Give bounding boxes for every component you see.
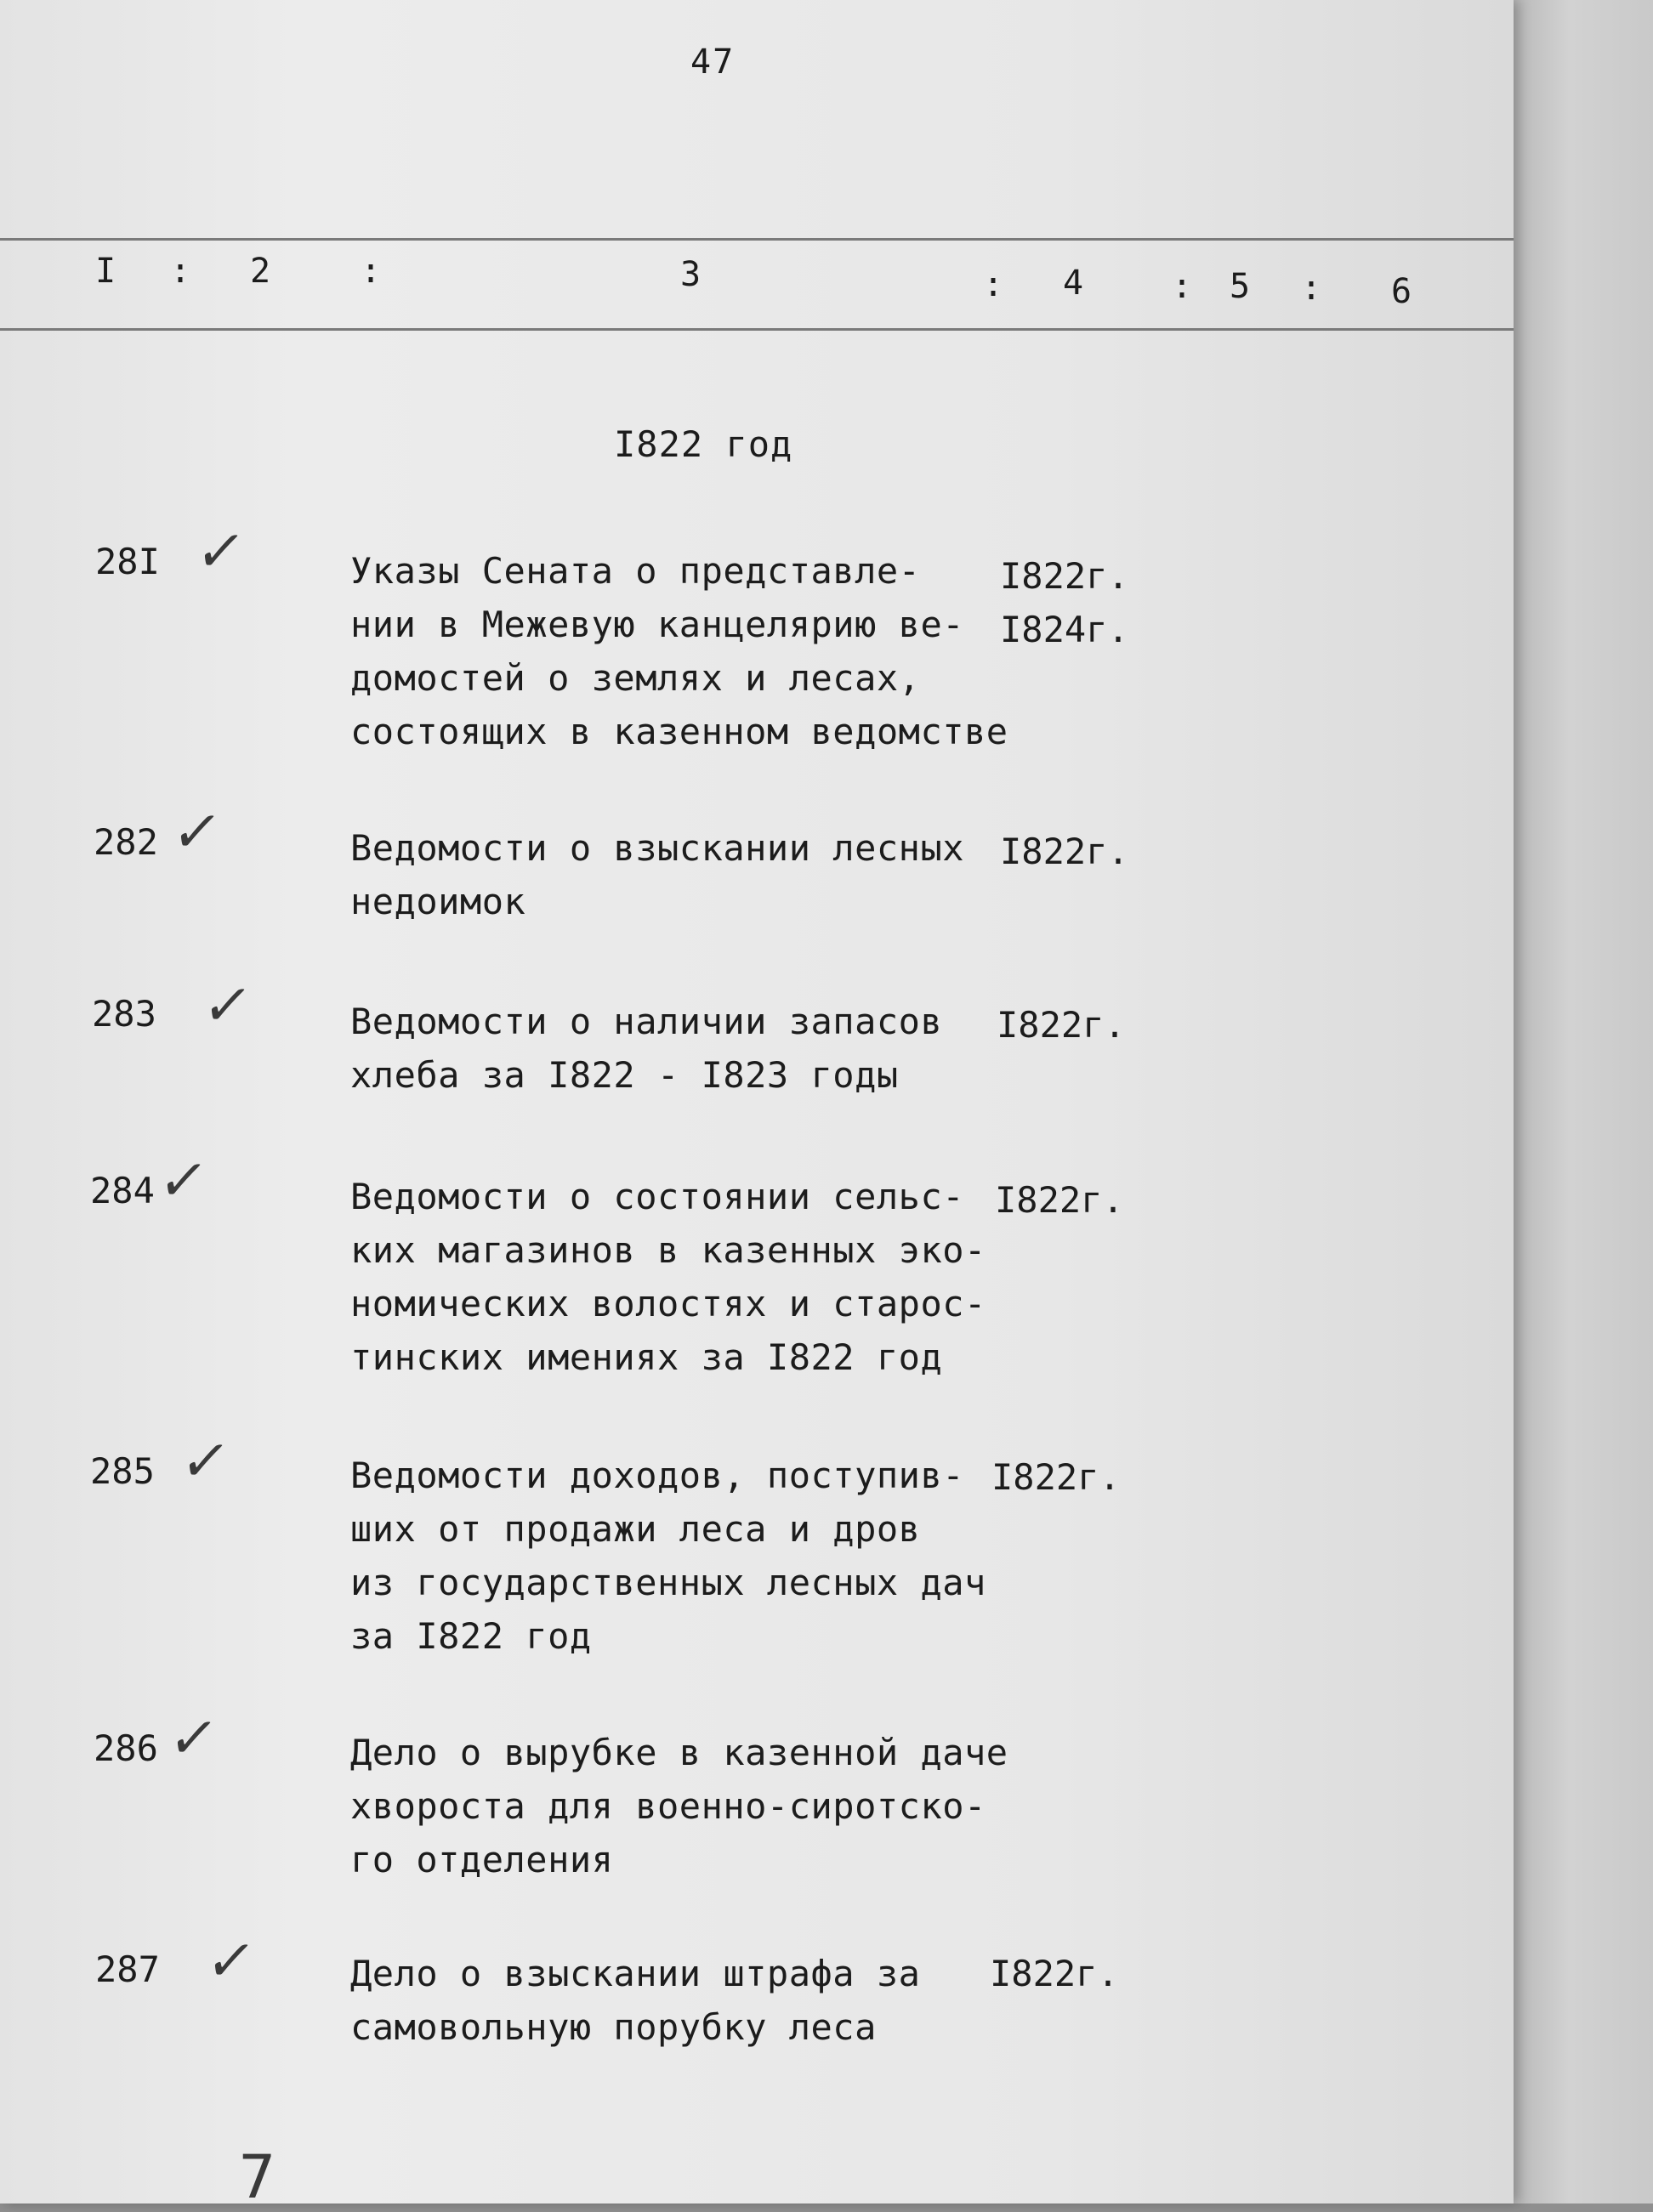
entry-description: Ведомости доходов, поступив- ших от продажи леса и дров из государственных лесных дач за I822 год bbox=[350, 1455, 986, 1657]
column-separator: : bbox=[1301, 269, 1322, 308]
checkmark-icon: ✓ bbox=[176, 1428, 236, 1494]
checkmark-icon: ✓ bbox=[202, 1928, 261, 1994]
header-rule-bottom bbox=[0, 328, 1514, 331]
column-separator: : bbox=[361, 252, 382, 291]
entry-dates: I822г. bbox=[990, 1953, 1119, 1994]
entry-dates: I822г. I824г. bbox=[1000, 555, 1129, 650]
checkmark-icon: ✓ bbox=[164, 1705, 224, 1771]
entry-description: Дело о взыскании штрафа за самовольную порубку леса bbox=[350, 1953, 921, 2048]
entry-dates: I822г. bbox=[1000, 831, 1129, 872]
handwritten-mark: 7 bbox=[238, 2142, 276, 2212]
entry-description: Ведомости о состоянии сельс- ких магазинов в казенных эко- номических волостях и старос- тинских имениях за I822 год bbox=[350, 1176, 986, 1378]
checkmark-icon: ✓ bbox=[168, 799, 227, 865]
entry-description: Ведомости о наличии запасов хлеба за I822 - I823 годы bbox=[350, 1001, 943, 1096]
entry-number: 286 bbox=[94, 1727, 158, 1769]
entry-number: 282 bbox=[94, 821, 158, 863]
entry-dates: I822г. bbox=[997, 1004, 1126, 1046]
column-separator: : bbox=[983, 265, 1004, 304]
column-separator: : bbox=[1172, 267, 1193, 306]
header-rule-top bbox=[0, 238, 1514, 241]
column-header-2: 2 bbox=[250, 252, 271, 291]
checkmark-icon: ✓ bbox=[154, 1148, 213, 1213]
column-header-6: 6 bbox=[1391, 272, 1412, 311]
page-number: 47 bbox=[690, 43, 736, 82]
checkmark-icon: ✓ bbox=[198, 973, 258, 1038]
year-heading: I822 год bbox=[614, 423, 793, 465]
entry-dates: I822г. bbox=[991, 1456, 1121, 1498]
checkmark-icon: ✓ bbox=[191, 519, 251, 584]
background-behind-page bbox=[1514, 0, 1653, 2203]
entry-description: Ведомости о взыскании лесных недоимок bbox=[350, 827, 965, 922]
entry-description: Дело о вырубке в казенной даче хвороста для военно-сиротско- го отделения bbox=[350, 1732, 1008, 1880]
column-separator: : bbox=[170, 252, 191, 291]
column-header-4: 4 bbox=[1063, 264, 1084, 303]
entry-number: 285 bbox=[90, 1450, 155, 1492]
entry-number: 283 bbox=[92, 993, 156, 1035]
entry-number: 287 bbox=[95, 1948, 160, 1990]
entry-number: 284 bbox=[90, 1170, 155, 1211]
column-header-5: 5 bbox=[1230, 267, 1251, 306]
entry-number: 28I bbox=[95, 541, 160, 582]
column-header-3: 3 bbox=[680, 255, 702, 294]
entry-description: Указы Сената о представле- нии в Межевую канцелярию ве- домостей о землях и лесах, состоящих в казенном ведомстве bbox=[350, 550, 1008, 752]
column-header-1: I bbox=[95, 252, 116, 291]
entry-dates: I822г. bbox=[995, 1179, 1124, 1221]
